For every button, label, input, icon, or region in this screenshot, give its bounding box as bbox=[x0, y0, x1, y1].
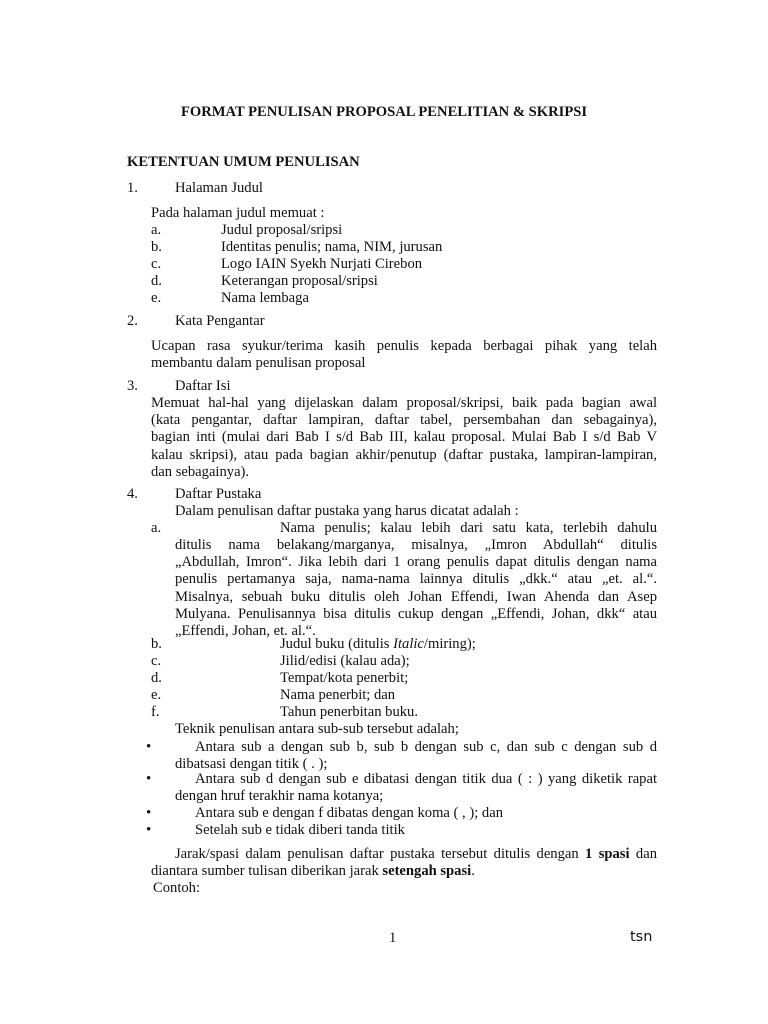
spacing-paragraph bbox=[151, 846, 657, 863]
paragraph-line: Misalnya, sebuah buku ditulis oleh Johan Effendi, Iwan Ahenda dan Asep bbox=[175, 588, 657, 605]
spacing-text: diantara sumber tulisan diberikan jarak bbox=[151, 863, 383, 879]
list-marker: f. bbox=[151, 704, 160, 720]
paragraph-line: Antara sub a dengan sub b, sub b dengan sub c, dan sub c dengan sub d bbox=[195, 739, 657, 755]
list-item: Identitas penulis; nama, NIM, jurusan bbox=[221, 239, 443, 255]
item-a-first-line bbox=[280, 520, 657, 537]
bullet-icon: • bbox=[146, 739, 152, 755]
bullet-icon: • bbox=[146, 805, 152, 821]
section-2-label: Kata Pengantar bbox=[175, 313, 265, 329]
item-b-text-end: /miring); bbox=[423, 636, 476, 652]
list-marker: e. bbox=[151, 290, 162, 306]
technique-text: Teknik penulisan antara sub-sub tersebut adalah; bbox=[175, 721, 459, 737]
list-item: Keterangan proposal/sripsi bbox=[221, 273, 378, 289]
paragraph-line: Memuat hal-hal yang dijelaskan dalam proposal/skripsi, baik pada bagian awal bbox=[151, 395, 657, 411]
bullet-1-first bbox=[195, 739, 657, 756]
spacing-bold: 1 spasi bbox=[585, 846, 630, 862]
section-3-label: Daftar Isi bbox=[175, 378, 231, 394]
list-item: Tempat/kota penerbit; bbox=[280, 670, 409, 686]
bullet-icon: • bbox=[146, 771, 152, 787]
item-b-italic: Italic bbox=[393, 636, 424, 652]
paragraph-line: kalau skripsi), atau pada bagian akhir/penutup (daftar pustaka, lampiran-lampiran, bbox=[151, 446, 657, 463]
list-marker: d. bbox=[151, 670, 162, 686]
paragraph-line: „Abdullah, Imron“. Jika lebih dari 1 orang penulis dapat ditulis dengan nama bbox=[175, 554, 657, 571]
section-1-number: 1. bbox=[127, 180, 138, 196]
list-marker: e. bbox=[151, 687, 162, 703]
list-item: Nama lembaga bbox=[221, 290, 309, 306]
paragraph-line: Antara sub d dengan sub e dibatasi dengan titik dua ( : ) yang diketik rapat bbox=[195, 771, 657, 787]
page-number: 1 bbox=[389, 930, 397, 946]
paragraph-line: (kata pengantar, daftar lampiran, daftar tabel, persembahan dan sebagainya), bbox=[151, 412, 657, 429]
spacing-text-end: . bbox=[471, 863, 475, 879]
spacing-text: Jarak/spasi dalam penulisan daftar pustaka tersebut ditulis dengan bbox=[175, 846, 586, 862]
document-title: FORMAT PENULISAN PROPOSAL PENELITIAN & SKRIPSI bbox=[180, 104, 588, 120]
list-item: Jilid/edisi (kalau ada); bbox=[280, 653, 410, 669]
section-3-number: 3. bbox=[127, 378, 138, 394]
paragraph-line: Ucapan rasa syukur/terima kasih penulis kepada berbagai pihak yang telah bbox=[151, 338, 657, 354]
paragraph-line: penulis pertamanya saja, nama-nama lainnya ditulis „dkk.“ atau „et. al.“. bbox=[175, 571, 657, 588]
list-item: Nama penerbit; dan bbox=[280, 687, 396, 703]
spacing-text-end: dan bbox=[629, 846, 657, 862]
section-1-intro: Pada halaman judul memuat : bbox=[151, 205, 325, 221]
paragraph-line: membantu dalam penulisan proposal bbox=[151, 355, 366, 372]
list-marker: a. bbox=[151, 222, 162, 238]
list-marker: d. bbox=[151, 273, 162, 289]
example-label: Contoh: bbox=[153, 880, 201, 896]
bullet-2-first bbox=[195, 771, 657, 788]
bullet-4-text: Setelah sub e tidak diberi tanda titik bbox=[195, 822, 405, 838]
bullet-2-second: dengan hruf terakhir nama kotanya; bbox=[175, 788, 384, 804]
item-b-text: Judul buku (ditulis bbox=[280, 636, 394, 652]
list-item: Logo IAIN Syekh Nurjati Cirebon bbox=[221, 256, 423, 272]
paragraph-line: bagian inti (mulai dari Bab I s/d Bab III, kalau proposal. Mulai Bab I s/d Bab V bbox=[151, 429, 657, 446]
spacing-line-2 bbox=[151, 863, 475, 880]
list-marker: c. bbox=[151, 256, 162, 272]
list-marker: a. bbox=[151, 520, 162, 536]
paragraph-line bbox=[151, 846, 657, 863]
section-2-paragraph bbox=[151, 338, 657, 372]
list-item: Tahun penerbitan buku. bbox=[280, 704, 418, 720]
footer-initials: tsn bbox=[630, 929, 653, 945]
spacing-bold: setengah spasi bbox=[382, 863, 472, 879]
paragraph-line: dan sebagainya). bbox=[151, 463, 250, 480]
bullet-icon: • bbox=[146, 822, 152, 838]
list-marker: c. bbox=[151, 653, 162, 669]
paragraph-line: Mulyana. Penulisannya bisa ditulis cukup dengan „Effendi, Johan, dkk“ atau bbox=[175, 605, 657, 622]
section-heading: KETENTUAN UMUM PENULISAN bbox=[127, 154, 360, 170]
section-2-number: 2. bbox=[127, 313, 138, 329]
section-3-paragraph bbox=[151, 395, 657, 481]
section-1-label: Halaman Judul bbox=[175, 180, 263, 196]
list-item: Judul proposal/sripsi bbox=[221, 222, 343, 238]
paragraph-line: Nama penulis; kalau lebih dari satu kata, terlebih dahulu bbox=[280, 520, 657, 536]
paragraph-line: „Effendi, Johan, et. al.“. bbox=[175, 623, 316, 640]
list-marker: b. bbox=[151, 239, 162, 255]
section-4-label: Daftar Pustaka bbox=[175, 486, 262, 502]
bullet-1-second: dibatsasi dengan titik ( . ); bbox=[175, 756, 328, 772]
list-marker: b. bbox=[151, 636, 162, 652]
section-4-number: 4. bbox=[127, 486, 138, 502]
item-a-paragraph bbox=[175, 537, 657, 640]
list-item bbox=[280, 636, 476, 653]
bullet-3-text: Antara sub e dengan f dibatas dengan koma ( , ); dan bbox=[195, 805, 503, 821]
paragraph-line: ditulis nama belakang/marganya, misalnya, „Imron Abdullah“ ditulis bbox=[175, 537, 657, 553]
section-4-intro: Dalam penulisan daftar pustaka yang harus dicatat adalah : bbox=[175, 503, 519, 519]
